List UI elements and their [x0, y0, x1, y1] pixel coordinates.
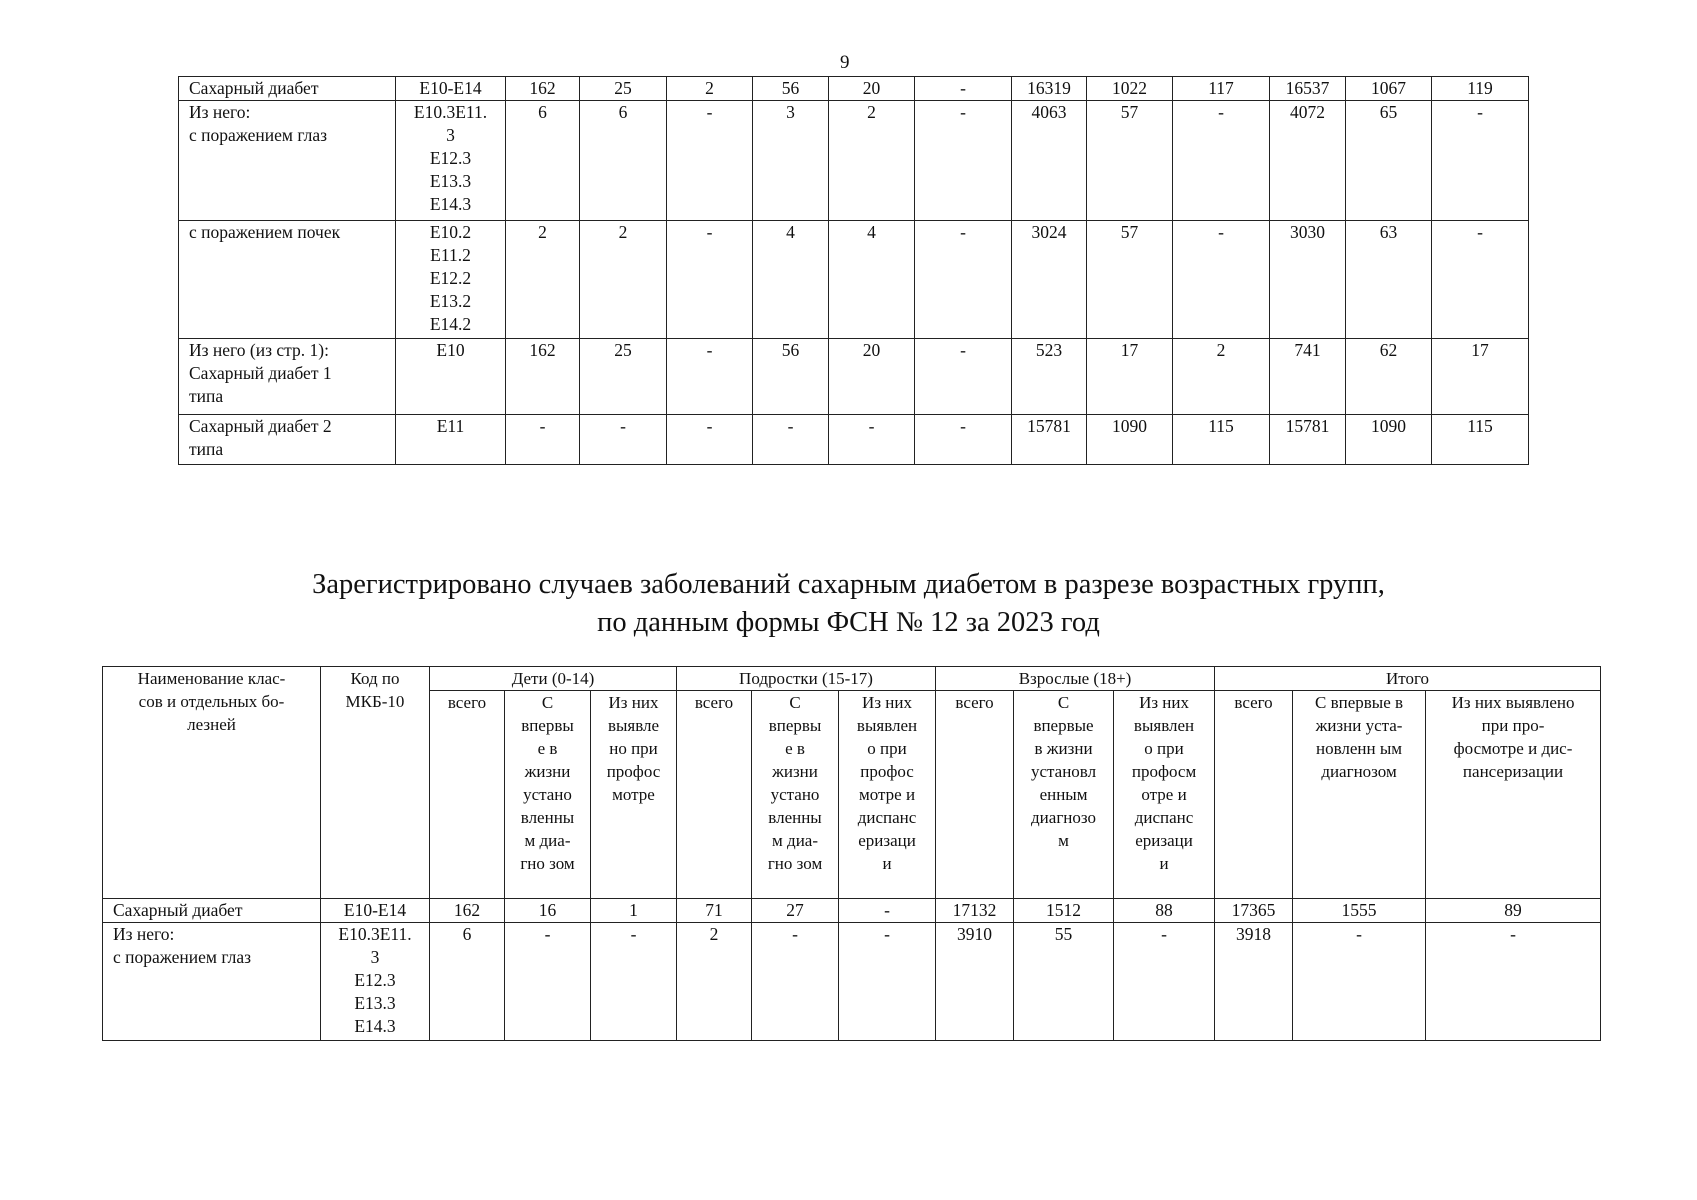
table-row [179, 77, 1529, 101]
table-row [179, 221, 1529, 339]
value-cell: 3910 [936, 923, 1014, 1041]
value-cell: - [505, 923, 591, 1041]
icd-code: Е11 [396, 415, 506, 465]
value-cell: 3030 [1270, 221, 1346, 339]
value-cell: - [752, 923, 839, 1041]
value-cell: 1555 [1293, 899, 1426, 923]
value-cell: 4063 [1012, 101, 1087, 221]
value-cell: 119 [1432, 77, 1529, 101]
value-cell: - [1173, 221, 1270, 339]
value-cell: 88 [1114, 899, 1215, 923]
value-cell: 1022 [1087, 77, 1173, 101]
value-cell: 17 [1432, 339, 1529, 415]
value-cell: 2 [677, 923, 752, 1041]
value-cell: - [1426, 923, 1601, 1041]
diabetes-table-continued [178, 76, 1529, 465]
column-header: С впервые в жизни уста- новленн ым диагнозом [1293, 691, 1426, 899]
row-name: Из него: с поражением глаз [103, 923, 321, 1041]
value-cell: 57 [1087, 221, 1173, 339]
value-cell: 2 [667, 77, 753, 101]
value-cell: 741 [1270, 339, 1346, 415]
column-header: Из них выявлен о при профосм отре и диспанс еризаци и [1114, 691, 1215, 899]
value-cell: - [667, 339, 753, 415]
value-cell: 6 [430, 923, 505, 1041]
value-cell: 63 [1346, 221, 1432, 339]
value-cell: - [915, 77, 1012, 101]
value-cell: 15781 [1012, 415, 1087, 465]
value-cell: - [667, 415, 753, 465]
value-cell: - [1432, 221, 1529, 339]
value-cell: 4 [753, 221, 829, 339]
value-cell: 2 [1173, 339, 1270, 415]
value-cell: 65 [1346, 101, 1432, 221]
value-cell: 162 [430, 899, 505, 923]
header-group-row [103, 667, 1601, 691]
value-cell: 20 [829, 339, 915, 415]
value-cell: 20 [829, 77, 915, 101]
column-header: всего [936, 691, 1014, 899]
value-cell: - [915, 339, 1012, 415]
table-row [103, 899, 1601, 923]
value-cell: 3918 [1215, 923, 1293, 1041]
value-cell: 62 [1346, 339, 1432, 415]
value-cell: - [667, 101, 753, 221]
icd-code: Е10.3Е11. 3 Е12.3 Е13.3 Е14.3 [396, 101, 506, 221]
value-cell: 15781 [1270, 415, 1346, 465]
value-cell: 55 [1014, 923, 1114, 1041]
value-cell: 16537 [1270, 77, 1346, 101]
value-cell: - [839, 923, 936, 1041]
value-cell: - [591, 923, 677, 1041]
row-name: Из него: с поражением глаз [179, 101, 396, 221]
column-header: С впервы е в жизни устано вленны м диа- гно зом [505, 691, 591, 899]
value-cell: - [915, 101, 1012, 221]
icd-code: Е10.3Е11. 3 Е12.3 Е13.3 Е14.3 [321, 923, 430, 1041]
row-name: Из него (из стр. 1): Сахарный диабет 1 типа [179, 339, 396, 415]
value-cell: 162 [506, 77, 580, 101]
table-row [179, 101, 1529, 221]
column-header: всего [1215, 691, 1293, 899]
value-cell: 4072 [1270, 101, 1346, 221]
table-row [179, 339, 1529, 415]
section-subtitle: по данным формы ФСН № 12 за 2023 год [597, 607, 1100, 638]
value-cell: 3 [753, 101, 829, 221]
value-cell: - [1173, 101, 1270, 221]
row-name: Сахарный диабет [103, 899, 321, 923]
value-cell: 1067 [1346, 77, 1432, 101]
column-header: всего [677, 691, 752, 899]
column-header-code: Код по МКБ-10 [321, 667, 430, 899]
icd-code: Е10-Е14 [321, 899, 430, 923]
value-cell: - [915, 221, 1012, 339]
column-group-children: Дети (0-14) [430, 667, 677, 691]
value-cell: 56 [753, 339, 829, 415]
icd-code: Е10.2 Е11.2 Е12.2 Е13.2 Е14.2 [396, 221, 506, 339]
value-cell: - [580, 415, 667, 465]
value-cell: 25 [580, 77, 667, 101]
value-cell: 117 [1173, 77, 1270, 101]
value-cell: 2 [829, 101, 915, 221]
value-cell: 1 [591, 899, 677, 923]
icd-code: Е10-Е14 [396, 77, 506, 101]
column-group-total: Итого [1215, 667, 1601, 691]
value-cell: 523 [1012, 339, 1087, 415]
table-row [103, 923, 1601, 1041]
value-cell: - [753, 415, 829, 465]
value-cell: 6 [580, 101, 667, 221]
value-cell: 4 [829, 221, 915, 339]
value-cell: - [667, 221, 753, 339]
page-number: 9 [840, 52, 850, 73]
column-header: С впервые в жизни установл енным диагнозо м [1014, 691, 1114, 899]
column-header-name: Наименование клас- сов и отдельных бо- лезней [103, 667, 321, 899]
value-cell: 3024 [1012, 221, 1087, 339]
value-cell: - [506, 415, 580, 465]
value-cell: 6 [506, 101, 580, 221]
column-group-adults: Взрослые (18+) [936, 667, 1215, 691]
diabetes-age-groups-table [102, 666, 1601, 1041]
value-cell: 56 [753, 77, 829, 101]
column-header: С впервы е в жизни устано вленны м диа- гно зом [752, 691, 839, 899]
value-cell: 16 [505, 899, 591, 923]
value-cell: 1090 [1087, 415, 1173, 465]
value-cell: 16319 [1012, 77, 1087, 101]
value-cell: 1512 [1014, 899, 1114, 923]
value-cell: 162 [506, 339, 580, 415]
value-cell: - [1432, 101, 1529, 221]
table-row [179, 415, 1529, 465]
row-name: Сахарный диабет 2 типа [179, 415, 396, 465]
section-title: Зарегистрировано случаев заболеваний сахарным диабетом в разрезе возрастных групп, [312, 569, 1385, 600]
column-header: Из них выявле но при профос мотре [591, 691, 677, 899]
value-cell: 71 [677, 899, 752, 923]
column-group-teens: Подростки (15-17) [677, 667, 936, 691]
value-cell: 17365 [1215, 899, 1293, 923]
column-header: всего [430, 691, 505, 899]
value-cell: 57 [1087, 101, 1173, 221]
row-name: Сахарный диабет [179, 77, 396, 101]
value-cell: 17 [1087, 339, 1173, 415]
value-cell: 115 [1173, 415, 1270, 465]
value-cell: 2 [506, 221, 580, 339]
value-cell: 89 [1426, 899, 1601, 923]
value-cell: 25 [580, 339, 667, 415]
value-cell: 2 [580, 221, 667, 339]
column-header: Из них выявлено при про- фосмотре и дис- пансеризации [1426, 691, 1601, 899]
row-name: с поражением почек [179, 221, 396, 339]
value-cell: - [839, 899, 936, 923]
value-cell: - [1293, 923, 1426, 1041]
value-cell: 17132 [936, 899, 1014, 923]
value-cell: 1090 [1346, 415, 1432, 465]
value-cell: - [915, 415, 1012, 465]
value-cell: 115 [1432, 415, 1529, 465]
value-cell: - [829, 415, 915, 465]
value-cell: 27 [752, 899, 839, 923]
value-cell: - [1114, 923, 1215, 1041]
icd-code: Е10 [396, 339, 506, 415]
column-header: Из них выявлен о при профос мотре и диспанс еризаци и [839, 691, 936, 899]
